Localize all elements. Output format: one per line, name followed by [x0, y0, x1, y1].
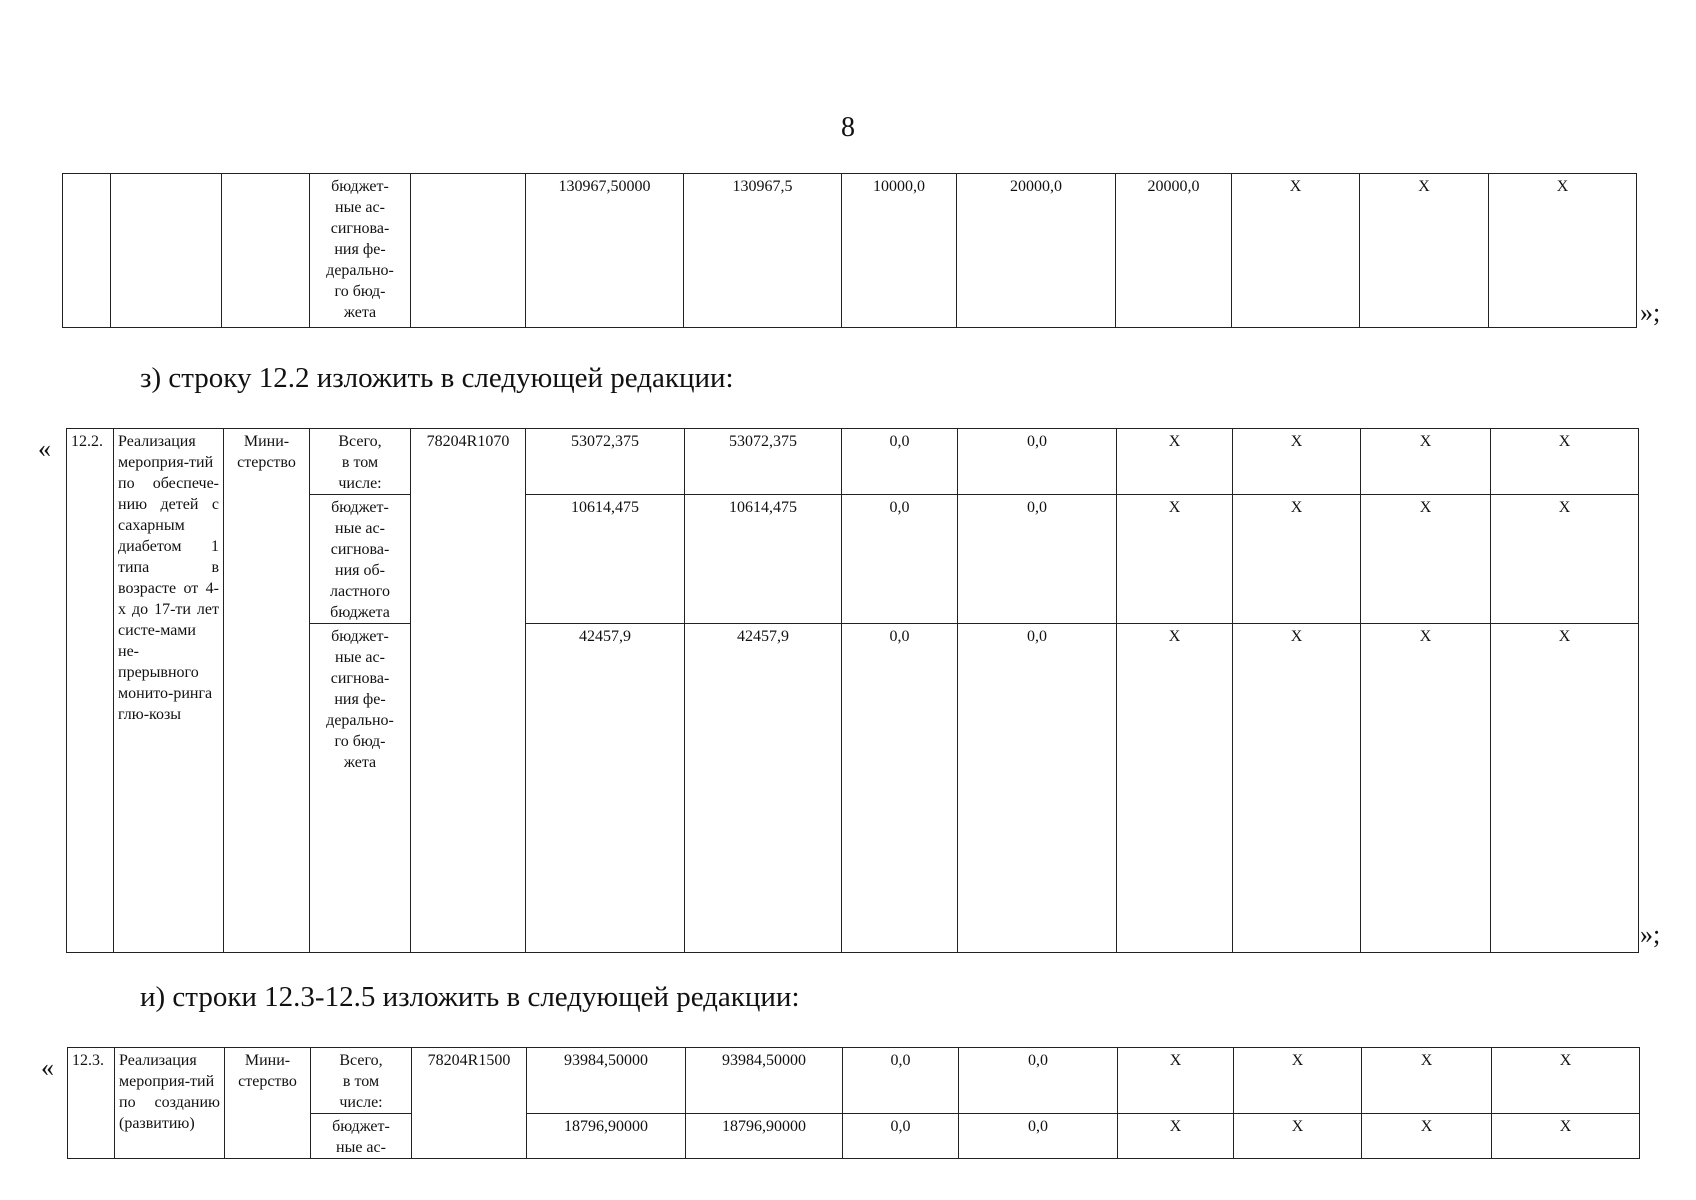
- measure-name-cell: Реализация мероприя-тий по обеспече-нию детей с сахарным диабетом 1 типа в возрасте от 4-х до 17-ти лет систе-мами не-прерывного монито-ринга глю-козы: [114, 429, 224, 953]
- row-number-cell: 12.2.: [67, 429, 114, 953]
- mark-cell: X: [1117, 429, 1233, 495]
- close-quote: »;: [1640, 298, 1661, 327]
- value-cell: 10000,0: [842, 174, 957, 328]
- funding-source-cell: бюджет- ные ас- сигнова- ния фе- дерально- го бюд- жета: [310, 174, 411, 328]
- value-cell: 93984,50000: [686, 1048, 843, 1114]
- mark-cell: X: [1360, 174, 1489, 328]
- mark-cell: X: [1233, 624, 1361, 953]
- mark-cell: X: [1489, 174, 1637, 328]
- mark-cell: X: [1233, 495, 1361, 624]
- close-quote: »;: [1640, 920, 1661, 949]
- value-cell: 10614,475: [526, 495, 685, 624]
- value-cell: 0,0: [959, 1114, 1118, 1159]
- value-cell: 130967,50000: [526, 174, 684, 328]
- empty-cell: [411, 174, 526, 328]
- page-number: 8: [841, 112, 855, 143]
- empty-cell: [63, 174, 111, 328]
- value-cell: 18796,90000: [686, 1114, 843, 1159]
- mark-cell: X: [1117, 495, 1233, 624]
- value-cell: 0,0: [958, 429, 1117, 495]
- table-row: [68, 1048, 1640, 1114]
- funding-source-cell: Всего, в том числе:: [310, 429, 411, 495]
- table-row-12-3: [67, 1047, 1640, 1159]
- mark-cell: X: [1234, 1048, 1362, 1114]
- open-quote: «: [38, 434, 51, 463]
- mark-cell: X: [1361, 429, 1491, 495]
- table-row: [63, 174, 1637, 328]
- mark-cell: X: [1118, 1048, 1234, 1114]
- value-cell: 20000,0: [957, 174, 1116, 328]
- value-cell: 0,0: [958, 495, 1117, 624]
- mark-cell: X: [1361, 495, 1491, 624]
- mark-cell: X: [1362, 1114, 1492, 1159]
- funding-source-cell: бюджет- ные ас- сигнова- ния фе- дерально- го бюд- жета: [310, 624, 411, 953]
- value-cell: 42457,9: [526, 624, 685, 953]
- empty-cell: [111, 174, 222, 328]
- table-continuation: [62, 173, 1637, 328]
- row-number-cell: 12.3.: [68, 1048, 115, 1159]
- mark-cell: X: [1362, 1048, 1492, 1114]
- executor-cell: Мини- стерство: [224, 429, 310, 953]
- budget-code-cell: 78204R1070: [411, 429, 526, 953]
- funding-source-cell: бюджет- ные ас-: [311, 1114, 412, 1159]
- mark-cell: X: [1234, 1114, 1362, 1159]
- value-cell: 10614,475: [685, 495, 842, 624]
- value-cell: 0,0: [842, 624, 958, 953]
- mark-cell: X: [1491, 429, 1639, 495]
- empty-cell: [222, 174, 310, 328]
- section-heading-z: з) строку 12.2 изложить в следующей редакции:: [140, 362, 734, 394]
- value-cell: 42457,9: [685, 624, 842, 953]
- funding-source-cell: бюджет- ные ас- сигнова- ния об- ластного бюджета: [310, 495, 411, 624]
- mark-cell: X: [1232, 174, 1360, 328]
- value-cell: 0,0: [842, 495, 958, 624]
- value-cell: 93984,50000: [527, 1048, 686, 1114]
- mark-cell: X: [1118, 1114, 1234, 1159]
- section-heading-i: и) строки 12.3-12.5 изложить в следующей редакции:: [140, 981, 800, 1013]
- mark-cell: X: [1233, 429, 1361, 495]
- open-quote: «: [41, 1053, 54, 1082]
- value-cell: 0,0: [959, 1048, 1118, 1114]
- table-row-12-2: [66, 428, 1639, 953]
- value-cell: 0,0: [958, 624, 1117, 953]
- value-cell: 53072,375: [685, 429, 842, 495]
- value-cell: 130967,5: [684, 174, 842, 328]
- value-cell: 0,0: [842, 429, 958, 495]
- table-row: [67, 429, 1639, 495]
- mark-cell: X: [1491, 624, 1639, 953]
- measure-name-cell: Реализация мероприя-тий по созданию (развитию): [115, 1048, 225, 1159]
- value-cell: 53072,375: [526, 429, 685, 495]
- budget-code-cell: 78204R1500: [412, 1048, 527, 1159]
- mark-cell: X: [1361, 624, 1491, 953]
- mark-cell: X: [1117, 624, 1233, 953]
- value-cell: 18796,90000: [527, 1114, 686, 1159]
- value-cell: 20000,0: [1116, 174, 1232, 328]
- value-cell: 0,0: [843, 1048, 959, 1114]
- mark-cell: X: [1491, 495, 1639, 624]
- mark-cell: X: [1492, 1114, 1640, 1159]
- executor-cell: Мини- стерство: [225, 1048, 311, 1159]
- value-cell: 0,0: [843, 1114, 959, 1159]
- mark-cell: X: [1492, 1048, 1640, 1114]
- funding-source-cell: Всего, в том числе:: [311, 1048, 412, 1114]
